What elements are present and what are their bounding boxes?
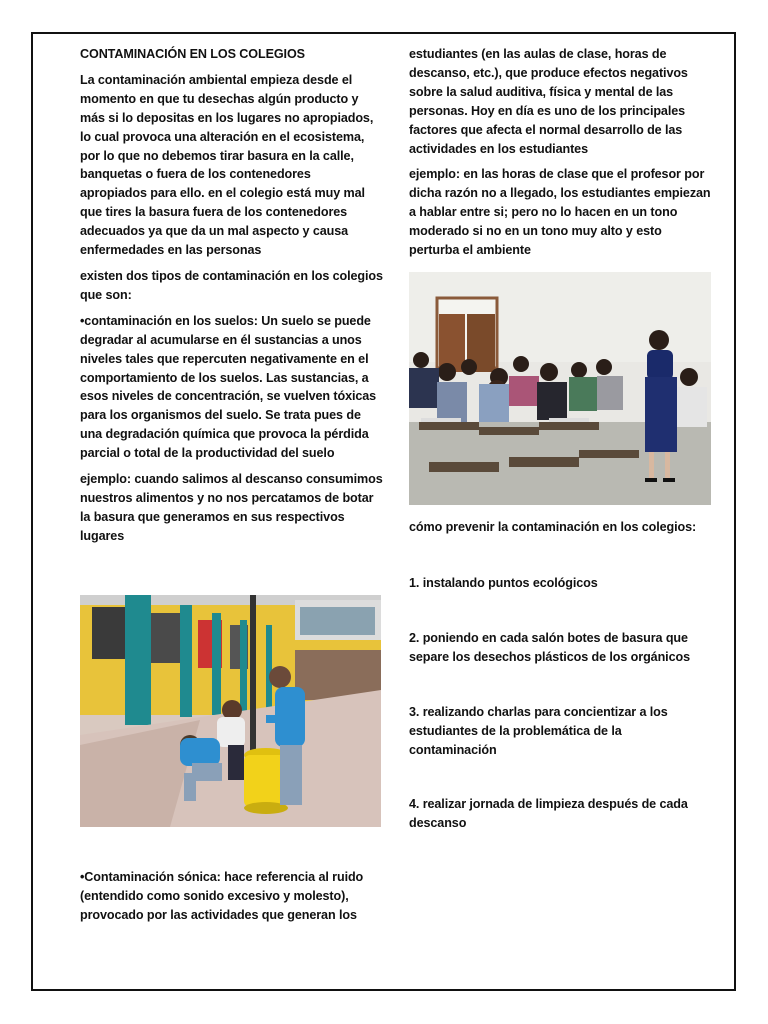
right-column (409, 45, 711, 260)
text-line: actividades en los estudiantes (409, 141, 588, 156)
sonic-example-paragraph (409, 165, 711, 260)
prevention-step-4 (409, 795, 705, 833)
text-line: nuestros alimentos y no nos percatamos de botar (80, 490, 374, 505)
text-line: momento en que tu desechas algún producto y (80, 91, 359, 106)
sonic-contamination-block (80, 868, 376, 925)
text-line: niveles tales que repercuten negativamente en el (80, 351, 369, 366)
soil-contamination-paragraph (80, 312, 376, 463)
text-line: apropiados para ello. en el colegio está muy mal (80, 186, 365, 201)
text-line: ejemplo: cuando salimos al descanso consumimos (80, 472, 383, 487)
text-line: •Contaminación sónica: hace referencia al ruido (80, 870, 364, 884)
intro-paragraph (80, 71, 376, 260)
text-line: lo cual provoca una alteración en el ecosistema, (80, 129, 365, 144)
types-paragraph (80, 267, 383, 305)
text-line: lugares (80, 528, 125, 543)
text-line: esos niveles de concentración, se vuelven tóxicas (80, 389, 377, 404)
text-line: para los organismos del suelo. Se trata pues de (80, 408, 361, 423)
sonic-contamination-paragraph (80, 868, 376, 925)
text-line: descanso (409, 816, 467, 831)
text-line: 4. realizar jornada de limpieza después de cada (409, 797, 688, 812)
text-line: parcial o total de la productividad del suelo (80, 446, 335, 461)
text-line: ejemplo: en las horas de clase que el profesor por (409, 167, 705, 182)
text-line: descanso, etc.), que produce efectos negativos (409, 65, 688, 80)
text-line: enfermedades en las personas (80, 243, 262, 258)
text-line: la basura que generamos en sus respectivos (80, 509, 345, 524)
text-line: perturba el ambiente (409, 243, 531, 258)
prevention-title: cómo prevenir la contaminación en los colegios: (409, 520, 697, 534)
text-line: factores que afecta el normal desarrollo de las (409, 122, 683, 137)
text-line: estudiantes (en las aulas de clase, horas de (409, 47, 667, 61)
text-line: comportamiento de los suelos. Las sustancias, a (80, 370, 369, 385)
text-line: •contaminación en los suelos: Un suelo se puede (80, 313, 371, 328)
text-line: adecuados ya que da un mal aspecto y causa (80, 224, 349, 239)
text-line: dicha razón no a llegado, los estudiantes empiezan (409, 186, 711, 201)
document-title: CONTAMINACIÓN EN LOS COLEGIOS (80, 47, 305, 61)
text-line: (entendido como sonido excesivo y molesto), (80, 888, 349, 903)
text-line: La contaminación ambiental empieza desde el (80, 72, 353, 87)
text-line: 1. instalando puntos ecológicos (409, 576, 598, 590)
text-line: banquetas o fuera de los contenedores (80, 167, 311, 182)
sonic-continuation-paragraph (409, 45, 705, 158)
prevention-steps (409, 574, 705, 833)
text-line: a hablar entre si; pero no lo hacen en un tono (409, 205, 678, 220)
text-line: contaminación (409, 742, 497, 757)
text-line: una degradación química que provoca la pérdida (80, 427, 369, 442)
text-line: provocado por las actividades que generan los (80, 907, 357, 922)
prevention-step-2 (409, 629, 705, 667)
text-line: separe los desechos plásticos de los orgánicos (409, 649, 690, 664)
soil-example-paragraph (80, 470, 383, 546)
schoolyard-photo (80, 595, 381, 827)
text-line: estudiantes de la problemática de la (409, 723, 622, 738)
text-line: 3. realizando charlas para concientizar a los (409, 704, 668, 719)
prevention-step-1 (409, 574, 705, 593)
text-line: más si lo depositas en los lugares no apropiados, (80, 110, 374, 125)
text-line: que tires la basura fuera de los contenedores (80, 205, 348, 220)
text-line: que son: (80, 287, 132, 302)
text-line: personas. Hoy en día es uno de los principales (409, 103, 686, 118)
prevention-step-3 (409, 703, 705, 760)
left-column (80, 45, 383, 546)
prevention-block (409, 518, 705, 537)
text-line: por lo que no debemos tirar basura en la calle, (80, 148, 354, 163)
text-line: sobre la salud auditiva, física y mental de las (409, 84, 674, 99)
text-line: existen dos tipos de contaminación en los colegios (80, 268, 383, 283)
text-line: 2. poniendo en cada salón botes de basura que (409, 630, 688, 645)
classroom-photo (409, 272, 711, 505)
text-line: moderado si no en un tono muy alto y esto (409, 224, 662, 239)
text-line: degradar al acumularse en él sustancias a unos (80, 332, 362, 347)
